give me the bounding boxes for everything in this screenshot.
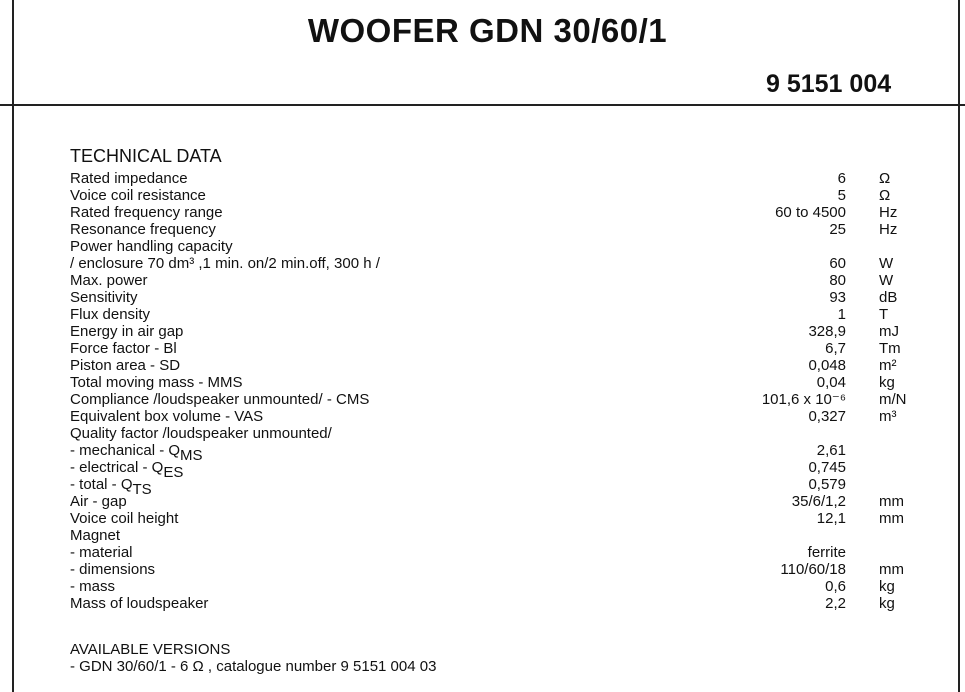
spec-unit: m²	[879, 357, 897, 374]
spec-unit: W	[879, 272, 894, 289]
spec-value: 5	[837, 187, 846, 204]
spec-row	[0, 187, 965, 204]
spec-row	[0, 408, 965, 425]
spec-unit: kg	[879, 578, 895, 595]
spec-row	[0, 374, 965, 391]
spec-value: 328,9	[808, 323, 846, 340]
spec-unit: W	[879, 255, 894, 272]
spec-unit: T	[879, 306, 889, 323]
spec-value: 0,327	[808, 408, 846, 425]
spec-label	[70, 221, 216, 238]
technical-data-table	[0, 170, 965, 612]
spec-value: 1	[837, 306, 846, 323]
spec-label	[70, 476, 152, 498]
spec-row	[0, 289, 965, 306]
spec-row	[0, 340, 965, 357]
spec-label	[70, 204, 223, 221]
spec-label-text: Energy in air gap	[70, 323, 184, 340]
spec-label-text: Voice coil resistance	[70, 187, 206, 204]
spec-unit: Tm	[879, 340, 901, 357]
spec-row	[0, 238, 965, 255]
spec-row	[0, 391, 965, 408]
spec-value: ferrite	[807, 544, 846, 561]
spec-row	[0, 459, 965, 481]
header-divider	[0, 104, 965, 106]
spec-label	[70, 272, 148, 289]
spec-label-text: - material	[70, 544, 133, 561]
spec-label	[70, 425, 332, 442]
available-versions-heading: AVAILABLE VERSIONS	[70, 641, 231, 658]
spec-label	[70, 527, 120, 544]
spec-row	[0, 255, 965, 272]
spec-value: 12,1	[816, 510, 846, 527]
spec-row	[0, 170, 965, 187]
spec-label-text: Compliance /loudspeaker unmounted/ - CMS	[70, 391, 370, 408]
spec-unit: Hz	[879, 221, 898, 238]
spec-label	[70, 408, 263, 425]
spec-value: 6	[837, 170, 846, 187]
spec-label-text: Flux density	[70, 306, 151, 323]
spec-label-text: Power handling capacity	[70, 238, 233, 255]
spec-unit: kg	[879, 374, 895, 391]
spec-label	[70, 238, 233, 255]
spec-label-text: Force factor - Bl	[70, 340, 177, 357]
spec-label	[70, 306, 150, 323]
spec-value: 60 to 4500	[775, 204, 846, 221]
spec-unit: mm	[879, 510, 904, 527]
spec-label-text: - mechanical - Q	[70, 442, 181, 459]
spec-label	[70, 391, 369, 408]
spec-row	[0, 272, 965, 289]
spec-label-text: Mass of loudspeaker	[70, 595, 209, 612]
spec-row	[0, 595, 965, 612]
version-entry: - GDN 30/60/1 - 6 Ω , catalogue number 9 5151 004 03	[70, 658, 437, 675]
spec-label-text: Voice coil height	[70, 510, 179, 527]
spec-row	[0, 425, 965, 442]
spec-row	[0, 357, 965, 374]
spec-label	[70, 340, 177, 357]
spec-unit: Ω	[879, 170, 891, 187]
spec-label-text: Air - gap	[70, 493, 127, 510]
spec-row	[0, 578, 965, 595]
spec-row	[0, 544, 965, 561]
technical-data-heading: TECHNICAL DATA	[70, 146, 222, 166]
spec-value: 0,048	[808, 357, 846, 374]
spec-value: 80	[829, 272, 846, 289]
spec-label	[70, 255, 380, 272]
spec-label-subscript: TS	[132, 481, 152, 498]
spec-value: 25	[829, 221, 846, 238]
spec-label-text: Rated impedance	[70, 170, 188, 187]
catalogue-number: 9 5151 004	[766, 70, 892, 98]
spec-unit: mJ	[879, 323, 899, 340]
spec-label-text: - dimensions	[70, 561, 156, 578]
spec-unit: m/N	[879, 391, 907, 408]
spec-row	[0, 442, 965, 464]
spec-label	[70, 493, 127, 510]
spec-row	[0, 476, 965, 498]
spec-label	[70, 595, 208, 612]
spec-label-text: Sensitivity	[70, 289, 138, 306]
spec-row	[0, 221, 965, 238]
spec-row	[0, 493, 965, 510]
spec-value: 2,61	[816, 442, 846, 459]
spec-label	[70, 544, 133, 561]
spec-label-text: Magnet	[70, 527, 121, 544]
spec-label	[70, 578, 115, 595]
spec-unit: mm	[879, 493, 904, 510]
spec-row	[0, 306, 965, 323]
spec-label-subscript: MS	[180, 447, 203, 464]
spec-row	[0, 510, 965, 527]
spec-unit: m³	[879, 408, 897, 425]
spec-label	[70, 374, 243, 391]
spec-label	[70, 289, 138, 306]
spec-label	[70, 323, 183, 340]
spec-label	[70, 561, 155, 578]
spec-value: 0,6	[825, 578, 846, 595]
spec-value: 0,745	[808, 459, 846, 476]
spec-label	[70, 170, 188, 187]
spec-label	[70, 187, 206, 204]
spec-row	[0, 323, 965, 340]
spec-label-text: Max. power	[70, 272, 148, 289]
spec-label-text: Resonance frequency	[70, 221, 216, 238]
document-title: WOOFER GDN 30/60/1	[307, 12, 668, 49]
spec-label-text: - electrical - Q	[70, 459, 164, 476]
spec-unit: kg	[879, 595, 895, 612]
spec-unit: mm	[879, 561, 904, 578]
spec-label-text: Total moving mass - MMS	[70, 374, 243, 391]
spec-value: 101,6 x 10⁻⁶	[761, 391, 846, 408]
spec-label-text: Piston area - SD	[70, 357, 181, 374]
spec-row	[0, 561, 965, 578]
spec-label	[70, 442, 203, 464]
spec-row	[0, 204, 965, 221]
spec-value: 110/60/18	[780, 561, 846, 578]
spec-unit: Hz	[879, 204, 898, 221]
spec-unit: dB	[879, 289, 898, 306]
spec-row	[0, 527, 965, 544]
spec-label-text: - total - Q	[70, 476, 133, 493]
spec-label	[70, 510, 178, 527]
spec-label	[70, 357, 180, 374]
spec-value: 0,579	[808, 476, 846, 493]
spec-value: 93	[829, 289, 846, 306]
spec-label-text: - mass	[70, 578, 115, 595]
spec-value: 0,04	[816, 374, 846, 391]
spec-label-text: Equivalent box volume - VAS	[70, 408, 264, 425]
spec-label-text: Rated frequency range	[70, 204, 223, 221]
spec-label-text: Quality factor /loudspeaker unmounted/	[70, 425, 332, 442]
spec-unit: Ω	[879, 187, 891, 204]
spec-value: 35/6/1,2	[791, 493, 846, 510]
spec-value: 60	[829, 255, 846, 272]
spec-value: 6,7	[825, 340, 846, 357]
spec-label	[70, 459, 184, 481]
spec-label-subscript: ES	[163, 464, 184, 481]
spec-value: 2,2	[825, 595, 846, 612]
spec-label-text: / enclosure 70 dm³ ,1 min. on/2 min.off, 300 h /	[70, 255, 380, 272]
